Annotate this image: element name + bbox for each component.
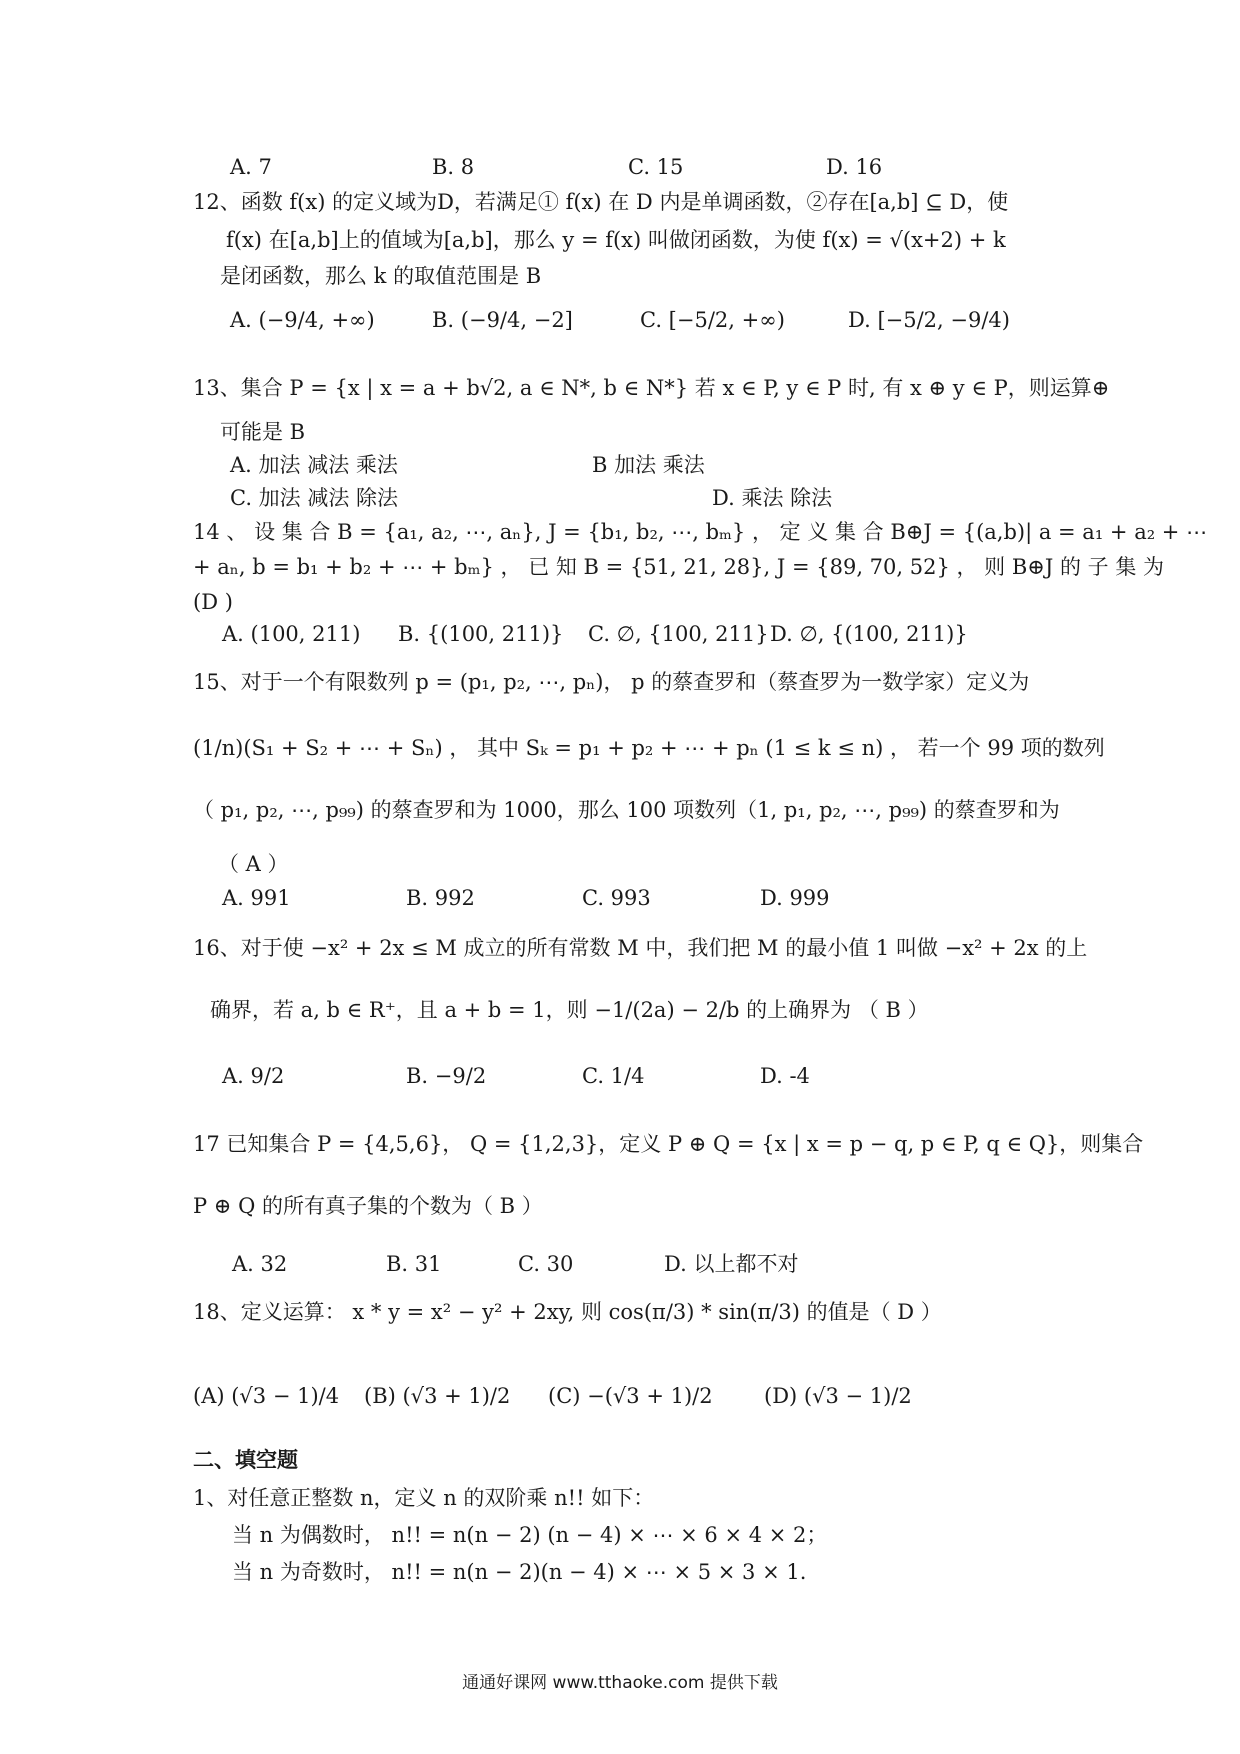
fill-question-1-line-2: 当 n 为偶数时， n!! = n(n − 2) (n − 4) × ⋯ × 6 × 4 × 2； [232, 1523, 828, 1547]
question-15-line-1: 15、对于一个有限数列 p = (p₁, p₂, ⋯, pₙ)， p 的蔡查罗和（蔡查罗为一数学家）定义为 [193, 670, 1030, 694]
question-14-line-2: + aₙ, b = b₁ + b₂ + ⋯ + bₘ} ， 已 知 B = {51, 21, 28}, J = {89, 70, 52} ， 则 B⊕J 的 子 集 为 [193, 555, 1165, 579]
question-15-line-4: （ A ） [218, 852, 289, 876]
option-a: A. (−9/4, +∞) [230, 308, 375, 332]
option-b: B. (−9/4, −2] [432, 308, 573, 332]
option-a: (A) (√3 − 1)/4 [193, 1384, 340, 1408]
option-a: A. 991 [222, 886, 291, 910]
option-d: D. 以上都不对 [664, 1252, 799, 1276]
fill-question-1-line-1: 1、对任意正整数 n，定义 n 的双阶乘 n!! 如下： [193, 1486, 655, 1510]
fill-question-1-line-3: 当 n 为奇数时， n!! = n(n − 2)(n − 4) × ⋯ × 5 × 3 × 1. [232, 1560, 807, 1584]
question-12-line-2: f(x) 在[a,b]上的值域为[a,b]，那么 y = f(x) 叫做闭函数，为使 f(x) = √(x+2) + k [226, 228, 1006, 252]
option-c: C. 1/4 [582, 1064, 645, 1088]
option-b: B. {(100, 211)} [398, 622, 564, 646]
option-d: D. [−5/2, −9/4) [848, 308, 1010, 332]
section-title: 二、填空题 [193, 1448, 298, 1472]
option-d: D. ∅, {(100, 211)} [770, 622, 968, 646]
option-b: B. 8 [432, 155, 475, 179]
page-footer: 通通好课网 www.tthaoke.com 提供下载 [462, 1673, 778, 1693]
option-d: D. 乘法 除法 [712, 486, 833, 510]
option-d: (D) (√3 − 1)/2 [764, 1384, 912, 1408]
option-a: A. (100, 211) [222, 622, 361, 646]
option-b: B. 992 [406, 886, 475, 910]
option-b: B 加法 乘法 [592, 453, 705, 477]
question-14-line-3: (D ) [193, 590, 233, 614]
option-a: A. 32 [232, 1252, 288, 1276]
option-d: D. -4 [760, 1064, 810, 1088]
question-16-line-1: 16、对于使 −x² + 2x ≤ M 成立的所有常数 M 中，我们把 M 的最小值 1 叫做 −x² + 2x 的上 [193, 936, 1088, 960]
question-16-line-2: 确界，若 a, b ∈ R⁺，且 a + b = 1，则 −1/(2a) − 2/b 的上确界为 （ B ） [210, 998, 929, 1022]
option-c: C. 加法 减法 除法 [230, 486, 399, 510]
option-c: C. ∅, {100, 211} [588, 622, 769, 646]
question-18-line-1: 18、定义运算： x * y = x² − y² + 2xy, 则 cos(π/3) * sin(π/3) 的值是（ D ） [193, 1300, 942, 1324]
question-12-line-1: 12、函数 f(x) 的定义域为D，若满足① f(x) 在 D 内是单调函数，②存在[a,b] ⊆ D，使 [193, 190, 1009, 214]
question-13-line-2: 可能是 B [220, 420, 306, 444]
option-b: B. 31 [386, 1252, 442, 1276]
question-15-line-3: （ p₁, p₂, ⋯, p₉₉) 的蔡查罗和为 1000，那么 100 项数列（1, p₁, p₂, ⋯, p₉₉) 的蔡查罗和为 [193, 798, 1060, 822]
question-12-line-3: 是闭函数，那么 k 的取值范围是 B [220, 264, 542, 288]
option-c: C. [−5/2, +∞) [640, 308, 785, 332]
question-13-line-1: 13、集合 P = {x | x = a + b√2, a ∈ N*, b ∈ N*} 若 x ∈ P, y ∈ P 时, 有 x ⊕ y ∈ P，则运算⊕ [193, 376, 1110, 400]
option-a: A. 7 [230, 155, 272, 179]
question-17-line-2: P ⊕ Q 的所有真子集的个数为（ B ） [193, 1194, 543, 1218]
option-d: D. 16 [826, 155, 883, 179]
option-a: A. 9/2 [222, 1064, 285, 1088]
option-c: C. 15 [628, 155, 684, 179]
question-17-line-1: 17 已知集合 P = {4,5,6}， Q = {1,2,3}，定义 P ⊕ Q = {x | x = p − q, p ∈ P, q ∈ Q}，则集合 [193, 1132, 1144, 1156]
option-d: D. 999 [760, 886, 830, 910]
option-c: C. 993 [582, 886, 651, 910]
option-c: (C) −(√3 + 1)/2 [548, 1384, 713, 1408]
question-15-line-2: (1/n)(S₁ + S₂ + ⋯ + Sₙ) ， 其中 Sₖ = p₁ + p₂ + ⋯ + pₙ (1 ≤ k ≤ n) ， 若一个 99 项的数列 [193, 736, 1105, 760]
question-14-line-1: 14 、 设 集 合 B = {a₁, a₂, ⋯, aₙ}, J = {b₁, b₂, ⋯, bₘ} ， 定 义 集 合 B⊕J = {(a,b)| a = a₁ + a₂ + ⋯ [193, 520, 1208, 544]
option-b: B. −9/2 [406, 1064, 487, 1088]
option-c: C. 30 [518, 1252, 574, 1276]
option-b: (B) (√3 + 1)/2 [364, 1384, 511, 1408]
option-a: A. 加法 减法 乘法 [230, 453, 398, 477]
